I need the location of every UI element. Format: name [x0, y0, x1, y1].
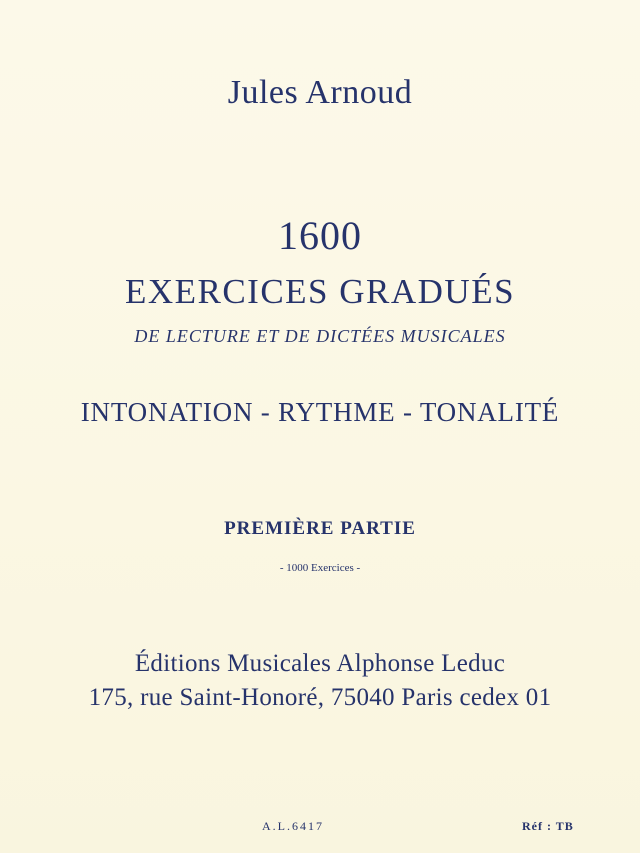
publisher-name: Éditions Musicales Alphonse Leduc [134, 650, 506, 677]
book-title: EXERCICES GRADUÉS [124, 272, 516, 311]
author-name: Jules Arnoud [227, 74, 413, 111]
book-subtitle: DE LECTURE ET DE DICTÉES MUSICALES [134, 326, 506, 346]
reference-code: Réf : TB [522, 819, 574, 833]
topics-line: INTONATION - RYTHME - TONALITÉ [80, 397, 560, 427]
exercise-total-number: 1600 [278, 213, 362, 258]
catalog-number: A.L.6417 [262, 819, 324, 833]
publisher-address: 175, rue Saint-Honoré, 75040 Paris cedex 01 [88, 684, 552, 711]
exercise-count: - 1000 Exercices - [279, 562, 361, 574]
part-heading: PREMIÈRE PARTIE [224, 518, 416, 539]
